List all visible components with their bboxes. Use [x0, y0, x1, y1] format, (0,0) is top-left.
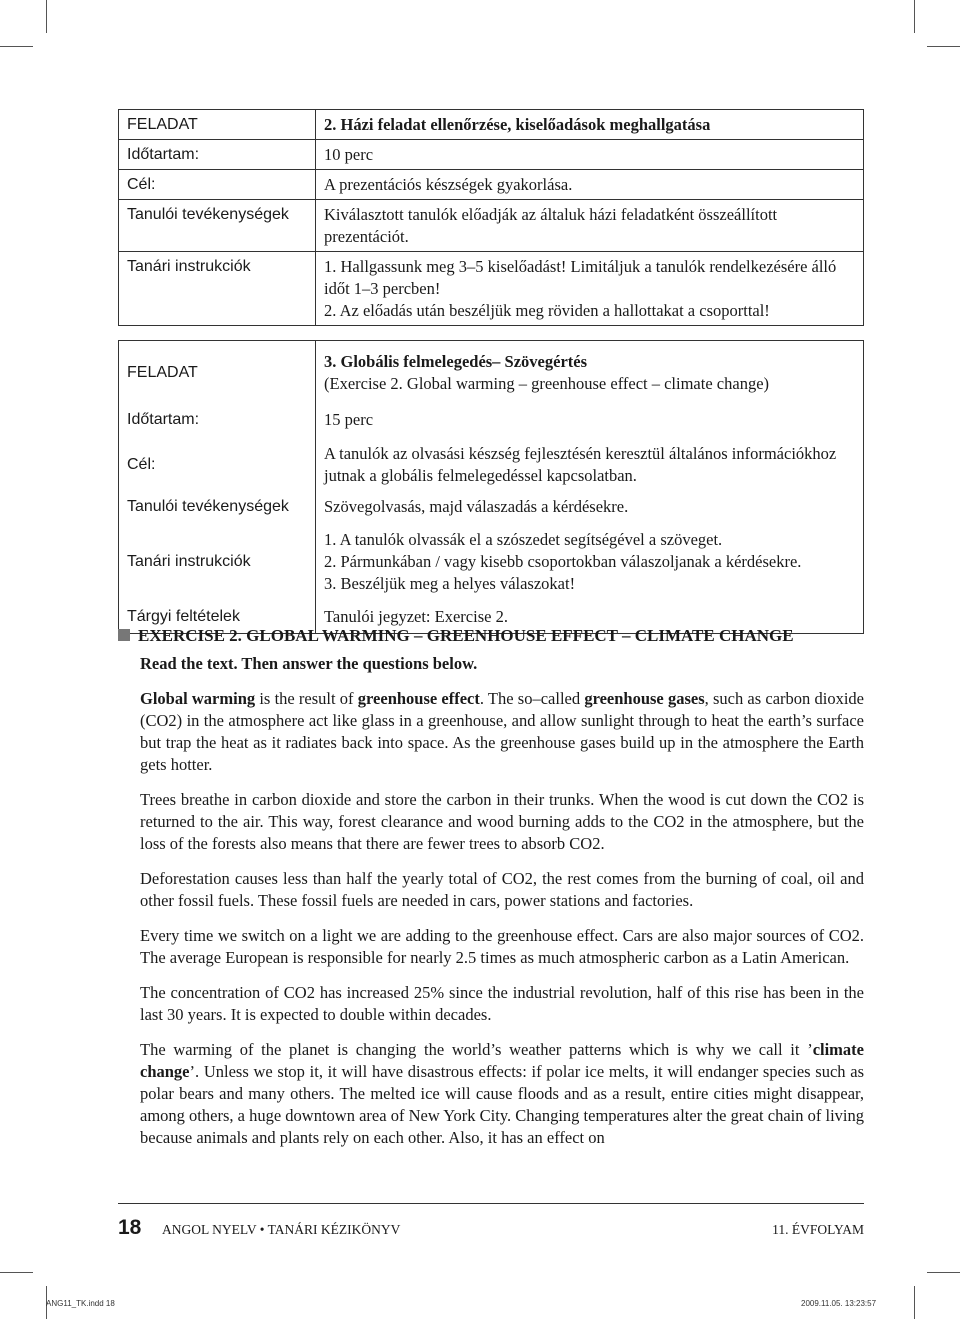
bold-term: greenhouse effect	[357, 689, 480, 708]
teacher-instructions-value	[316, 252, 864, 326]
instruction-line: 1. Hallgassunk meg 3–5 kiselőadást! Limitáljuk a tanulók rendelkezésére álló időt 1–3 percben!	[324, 257, 837, 298]
duration-value: 10 perc	[316, 140, 864, 170]
paragraph	[140, 688, 864, 776]
student-activity-value: Kiválasztott tanulók előadják az általuk házi feladatként összeállított prezentációt.	[316, 200, 864, 252]
task-row	[119, 439, 864, 491]
exercise-heading	[118, 626, 864, 646]
bold-term: greenhouse gases	[584, 689, 705, 708]
goal-value: A tanulók az olvasási készség fejlesztésén keresztül általános információkhoz jutnak a globális felmelegedéssel kapcsolatban.	[316, 439, 864, 491]
row-label: Tárgyi feltételek	[119, 601, 316, 634]
row-label: Tanulói tevékenységek	[119, 491, 316, 523]
task-title-sub: (Exercise 2. Global warming – greenhouse effect – climate change)	[324, 374, 770, 393]
crop-mark-bottom-right-h	[927, 1272, 960, 1273]
crop-mark-top-left-h	[0, 46, 33, 47]
text-run: , such as carbon dioxide (CO2) in the atmosphere act like glass in a greenhouse, and allow sunlight through to heat the earth’s surface but trap the heat as it radiates back into space. As the greenhouse gases build up in the atmosphere the Earth gets hotter.	[140, 689, 864, 774]
task-table-homework	[118, 109, 864, 326]
slug-timestamp: 2009.11.05. 13:23:57	[801, 1299, 877, 1308]
row-label: Időtartam:	[119, 401, 316, 439]
square-bullet-icon	[118, 629, 130, 641]
page-number: 18	[118, 1216, 142, 1239]
paragraph: Trees breathe in carbon dioxide and store the carbon in their trunks. When the wood is cut down the CO2 is returned to the air. This way, forest clearance and wood burning adds to the CO2 in the atmosphere, but the loss of the forests also means that there are fewer trees to absorb CO2.	[140, 790, 864, 853]
task-row	[119, 110, 864, 140]
paragraph: Deforestation causes less than half the yearly total of CO2, the rest comes from the burning of coal, oil and other fossil fuels. These fossil fuels are needed in cars, power stations and factories.	[140, 869, 864, 910]
crop-mark-bottom-right	[914, 1286, 915, 1319]
task-row	[119, 252, 864, 326]
crop-mark-top-right	[914, 0, 915, 33]
instruction-line: 2. Az előadás után beszéljük meg röviden a hallottakat a csoporttal!	[324, 301, 770, 320]
task-title: 2. Házi feladat ellenőrzése, kiselőadások meghallgatása	[316, 110, 864, 140]
row-label: Cél:	[119, 170, 316, 200]
duration-value: 15 perc	[316, 401, 864, 439]
paragraph: The concentration of CO2 has increased 25% since the industrial revolution, half of this rise has been in the last 30 years. It is expected to double within decades.	[140, 983, 864, 1024]
task-row	[119, 200, 864, 252]
row-label: FELADAT	[119, 110, 316, 140]
paragraph	[140, 1039, 864, 1149]
row-label: Tanári instrukciók	[119, 523, 316, 601]
task-title-main: 3. Globális felmelegedés– Szövegértés	[324, 352, 588, 371]
row-label: FELADAT	[119, 341, 316, 402]
grade-label: 11. ÉVFOLYAM	[772, 1222, 864, 1237]
teacher-instructions-value	[316, 523, 864, 601]
footer-rule	[118, 1203, 864, 1204]
task-row	[119, 140, 864, 170]
article-body	[140, 688, 864, 1162]
task-row	[119, 523, 864, 601]
materials-value: Tanulói jegyzet: Exercise 2.	[316, 601, 864, 634]
task-row	[119, 401, 864, 439]
instruction-line: 2. Pármunkában / vagy kisebb csoportokban válaszoljanak a kérdésekre.	[324, 552, 802, 571]
instruction-line: 3. Beszéljük meg a helyes válaszokat!	[324, 574, 576, 593]
task-row	[119, 491, 864, 523]
bold-term: climate change	[140, 1040, 864, 1081]
text-run: The warming of the planet is changing the world’s weather patterns which is why we call it ’	[140, 1040, 813, 1059]
book-title: ANGOL NYELV • TANÁRI KÉZIKÖNYV	[162, 1222, 401, 1237]
slug-file: ANG11_TK.indd 18	[46, 1299, 115, 1308]
crop-mark-top-right-h	[927, 46, 960, 47]
text-run: is the result of	[255, 689, 358, 708]
task-table-reading	[118, 340, 864, 634]
bold-term: Global warming	[140, 689, 256, 708]
goal-value: A prezentációs készségek gyakorlása.	[316, 170, 864, 200]
crop-mark-top-left	[46, 0, 47, 33]
row-label: Tanári instrukciók	[119, 252, 316, 326]
row-label: Tanulói tevékenységek	[119, 200, 316, 252]
task-row	[119, 341, 864, 402]
text-run: . The so–called	[479, 689, 585, 708]
exercise-heading-text: EXERCISE 2. GLOBAL WARMING – GREENHOUSE EFFECT – CLIMATE CHANGE	[138, 626, 794, 645]
row-label: Időtartam:	[119, 140, 316, 170]
exercise-instruction: Read the text. Then answer the questions below.	[140, 654, 478, 673]
crop-mark-bottom-left-h	[0, 1272, 33, 1273]
task-row	[119, 170, 864, 200]
row-label: Cél:	[119, 439, 316, 491]
instruction-line: 1. A tanulók olvassák el a szószedet segítségével a szöveget.	[324, 530, 723, 549]
paragraph: Every time we switch on a light we are adding to the greenhouse effect. Cars are also major sources of CO2. The average European is responsible for nearly 2.5 times as much atmospheric carbon as a Latin American.	[140, 926, 864, 967]
text-run: ’. Unless we stop it, it will have disastrous effects: if polar ice melts, it will endanger species such as polar bears and many others. The melted ice will cause floods and as a result, entire cities might disappear, among others, a huge downtown area of New York City. Changing temperatures alter the great chain of living because animals and plants rely on each other. Also, it has an effect on	[140, 1062, 864, 1147]
student-activity-value: Szövegolvasás, majd válaszadás a kérdésekre.	[316, 491, 864, 523]
task-title	[316, 341, 864, 402]
